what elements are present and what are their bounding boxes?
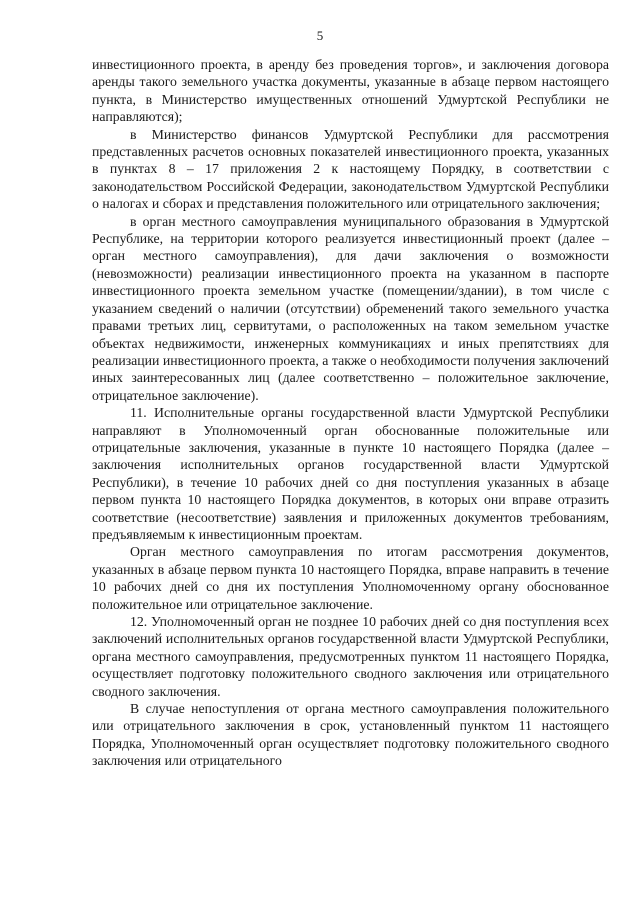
paragraph-continuation: инвестиционного проекта, в аренду без проведения торгов», и заключения договора аренды такого земельного участка документы, указанные в абзаце первом настоящего пункта, в Министерство имущественных отношений Удмуртской Республики не направляются); (92, 57, 609, 125)
paragraph-item-11: 11. Исполнительные органы государственной власти Удмуртской Республики направляют в Уполномоченный орган обоснованные положительные или отрицательные заключения, указанные в пункте 10 настоящего Порядка (далее – заключения исполнительных органов государственной власти Удмуртской Республики), в течение 10 рабочих дней со дня поступления указанных в абзаце первом пункта 10 настоящего Порядка документов, в которых они вправе отразить соответствие (несоответствие) заявления и приложенных документов требованиям, предъявляемым к инвестиционным проектам. (92, 405, 609, 542)
paragraph-local-government: в орган местного самоуправления муниципального образования в Удмуртской Республике, на территории которого реализуется инвестиционный проект (далее – орган местного самоуправления), для дачи заключения о возможности (невозможности) реализации инвестиционного проекта на указанном в паспорте инвестиционного проекта земельном участке (помещении/здании), в том числе с указанием сведений о наличии (отсутствии) обременений такого земельного участка правами третьих лиц, сервитутами, о расположенных на таком земельном участке объектах недвижимости, инженерных коммуникациях и иных препятствиях для реализации инвестиционного проекта, а также о необходимости получения заключений иных заинтересованных лиц (далее соответственно – положительное заключение, отрицательное заключение). (92, 213, 609, 403)
paragraph-local-government-review: Орган местного самоуправления по итогам рассмотрения документов, указанных в абзаце первом пункта 10 настоящего Порядка, вправе направить в течение 10 рабочих дней со дня их поступления Уполномоченному органу обоснованное положительное или отрицательное заключение. (92, 544, 609, 612)
paragraph-item-12: 12. Уполномоченный орган не позднее 10 рабочих дней со дня поступления всех заключений исполнительных органов государственной власти Удмуртской Республики, органа местного самоуправления, предусмотренных пунктом 11 настоящего Порядка, осуществляет подготовку положительного сводного заключения или отрицательного сводного заключения. (92, 614, 609, 699)
page-number: 5 (316, 28, 324, 43)
paragraph-ministry-finance: в Министерство финансов Удмуртской Республики для рассмотрения представленных расчетов основных показателей инвестиционного проекта, указанных в пунктах 8 – 17 приложения 2 к настоящему Порядку, в соответствии с законодательством Российской Федерации, законодательством Удмуртской Республики о налогах и сборах и представления положительного или отрицательного заключения; (92, 126, 609, 212)
document-body (92, 56, 609, 770)
paragraph-non-receipt: В случае непоступления от органа местного самоуправления положительного или отрицательного заключения в срок, установленный пунктом 11 настоящего Порядка, Уполномоченный орган осуществляет подготовку положительного сводного заключения или отрицательного (92, 701, 609, 769)
